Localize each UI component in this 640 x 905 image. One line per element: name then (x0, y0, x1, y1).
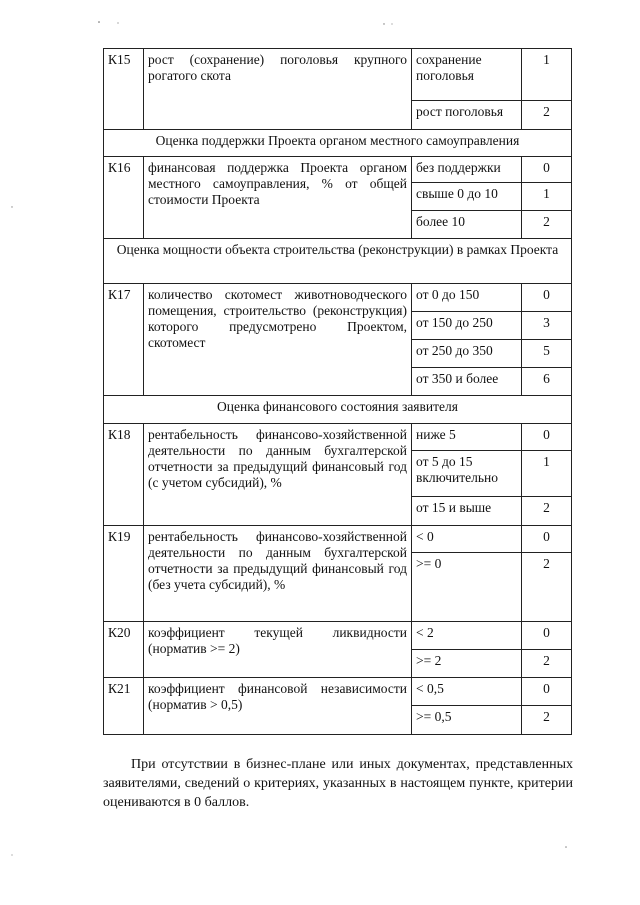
criterion-description: коэффициент финансовой независимости (норматив > 0,5) (144, 678, 412, 735)
criterion-code: К15 (104, 49, 144, 130)
table-row (104, 526, 572, 553)
criterion-code: К21 (104, 678, 144, 735)
option-label: от 250 до 350 (412, 340, 522, 368)
section-header-row (104, 130, 572, 157)
option-points: 3 (522, 312, 572, 340)
option-points: 2 (522, 650, 572, 678)
option-label: сохранение поголовья (412, 49, 522, 101)
table-row (104, 284, 572, 312)
option-label: от 15 и выше (412, 497, 522, 526)
option-label: >= 0 (412, 553, 522, 622)
section-header-row (104, 239, 572, 284)
option-points: 1 (522, 183, 572, 211)
option-points: 2 (522, 211, 572, 239)
table-row (104, 49, 572, 101)
option-label: более 10 (412, 211, 522, 239)
section-title: Оценка финансового состояния заявителя (104, 396, 572, 424)
criterion-code: К20 (104, 622, 144, 678)
option-points: 0 (522, 157, 572, 183)
option-label: >= 0,5 (412, 706, 522, 735)
criterion-description: коэффициент текущей ликвидности (норматив >= 2) (144, 622, 412, 678)
table-row (104, 678, 572, 706)
option-points: 5 (522, 340, 572, 368)
criterion-code: К18 (104, 424, 144, 526)
option-points: 1 (522, 451, 572, 497)
option-label: < 0,5 (412, 678, 522, 706)
option-points: 0 (522, 622, 572, 650)
criterion-description: финансовая поддержка Проекта органом местного самоуправления, % от общей стоимости Проекта (144, 157, 412, 239)
option-label: от 150 до 250 (412, 312, 522, 340)
option-points: 2 (522, 553, 572, 622)
option-points: 6 (522, 368, 572, 396)
criterion-description: рентабельность финансово-хозяйственной деятельности по данным бухгалтерской отчетности за предыдущий финансовый год (без учета субсидий), % (144, 526, 412, 622)
criterion-description: рост (сохранение) поголовья крупного рогатого скота (144, 49, 412, 130)
option-points: 2 (522, 101, 572, 130)
section-title: Оценка поддержки Проекта органом местного самоуправления (104, 130, 572, 157)
option-points: 0 (522, 424, 572, 451)
table-row (104, 424, 572, 451)
option-points: 1 (522, 49, 572, 101)
option-label: < 2 (412, 622, 522, 650)
table-row (104, 157, 572, 183)
criterion-description: количество скотомест животноводческого помещения, строительство (реконструкция) которого предусмотрено Проектом, скотомест (144, 284, 412, 396)
criterion-code: К16 (104, 157, 144, 239)
option-points: 0 (522, 526, 572, 553)
footnote-paragraph: При отсутствии в бизнес-плане или иных документах, представленных заявителями, сведений о критериях, указанных в настоящем пункте, критерии оцениваются в 0 баллов. (103, 757, 573, 810)
section-title: Оценка мощности объекта строительства (реконструкции) в рамках Проекта (104, 239, 572, 284)
option-label: свыше 0 до 10 (412, 183, 522, 211)
option-label: от 350 и более (412, 368, 522, 396)
option-label: >= 2 (412, 650, 522, 678)
option-points: 0 (522, 678, 572, 706)
table-row (104, 622, 572, 650)
option-label: от 0 до 150 (412, 284, 522, 312)
option-points: 2 (522, 706, 572, 735)
option-label: от 5 до 15 включительно (412, 451, 522, 497)
criterion-code: К17 (104, 284, 144, 396)
criterion-description: рентабельность финансово-хозяйственной деятельности по данным бухгалтерской отчетности за предыдущий финансовый год (с учетом субсидий), % (144, 424, 412, 526)
option-label: < 0 (412, 526, 522, 553)
option-points: 0 (522, 284, 572, 312)
option-label: ниже 5 (412, 424, 522, 451)
criteria-table (103, 48, 572, 735)
section-header-row (104, 396, 572, 424)
option-label: рост поголовья (412, 101, 522, 130)
criterion-code: К19 (104, 526, 144, 622)
option-points: 2 (522, 497, 572, 526)
option-label: без поддержки (412, 157, 522, 183)
